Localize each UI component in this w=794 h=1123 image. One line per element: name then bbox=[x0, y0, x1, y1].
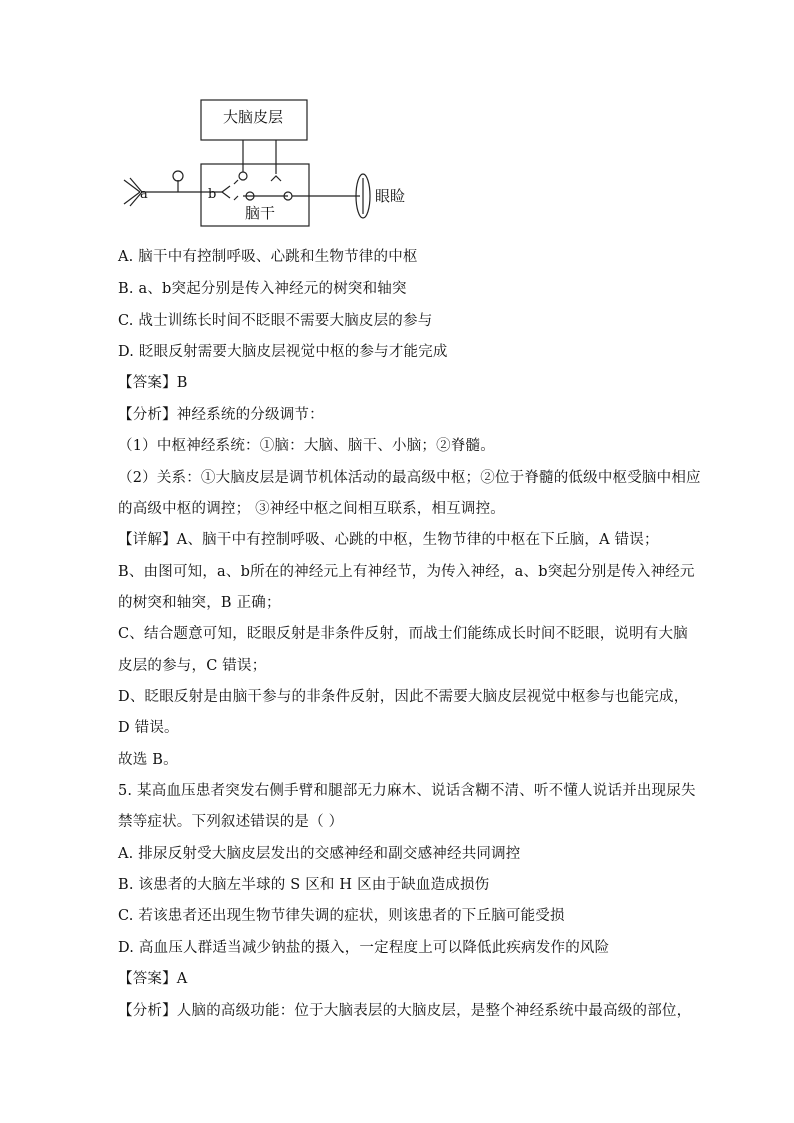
analysis-line: 的高级中枢的调控； ③神经中枢之间相互联系，相互调控。 bbox=[118, 501, 506, 517]
brainstem-label: 脑干 bbox=[244, 204, 276, 222]
detail-line: 的树突和轴突，B 正确； bbox=[118, 595, 281, 611]
label-b: b bbox=[208, 187, 217, 202]
detail-line: D、眨眼反射是由脑干参与的非条件反射，因此不需要大脑皮层视觉中枢参与也能完成， bbox=[118, 689, 689, 705]
q5-option-b: B. 该患者的大脑左半球的 S 区和 H 区由于缺血造成损伤 bbox=[118, 877, 490, 893]
option-a: A. 脑干中有控制呼吸、心跳和生物节律的中枢 bbox=[118, 249, 418, 265]
q5-option-c: C. 若该患者还出现生物节律失调的症状，则该患者的下丘脑可能受损 bbox=[118, 908, 565, 924]
q5-answer-line: 【答案】A bbox=[118, 971, 188, 987]
detail-line: D 错误。 bbox=[118, 720, 179, 736]
option-c: C. 战士训练长时间不眨眼不需要大脑皮层的参与 bbox=[118, 313, 433, 329]
reflex-arc-diagram bbox=[110, 92, 430, 232]
question-5-line: 禁等症状。下列叙述错误的是（ ） bbox=[118, 814, 344, 830]
answer-line: 【答案】B bbox=[118, 375, 188, 391]
choose-line: 故选 B。 bbox=[118, 752, 178, 768]
option-d: D. 眨眼反射需要大脑皮层视觉中枢的参与才能完成 bbox=[118, 344, 448, 360]
eyelid-label: 眼睑 bbox=[375, 187, 406, 205]
cerebral-cortex-label: 大脑皮层 bbox=[222, 108, 284, 126]
label-a: a bbox=[140, 187, 148, 202]
q5-option-d: D. 高血压人群适当减少钠盐的摄入，一定程度上可以降低此疾病发作的风险 bbox=[118, 940, 610, 956]
detail-line: 【详解】A、脑干中有控制呼吸、心跳的中枢，生物节律的中枢在下丘脑，A 错误； bbox=[118, 532, 659, 548]
reflex-arc-svg bbox=[110, 92, 430, 232]
analysis-heading: 【分析】神经系统的分级调节： bbox=[118, 407, 324, 423]
question-5-line: 5. 某高血压患者突发右侧手臂和腿部无力麻木、说话含糊不清、听不懂人说话并出现尿失 bbox=[118, 783, 696, 799]
q5-option-a: A. 排尿反射受大脑皮层发出的交感神经和副交感神经共同调控 bbox=[118, 846, 521, 862]
detail-line: 皮层的参与，C 错误； bbox=[118, 658, 267, 674]
analysis-line: （2）关系：①大脑皮层是调节机体活动的最高级中枢；②位于脊髓的低级中枢受脑中相应 bbox=[118, 470, 701, 486]
q5-analysis-line: 【分析】人脑的高级功能：位于大脑表层的大脑皮层，是整个神经系统中最高级的部位， bbox=[118, 1003, 692, 1019]
option-b: B. a、b突起分别是传入神经元的树突和轴突 bbox=[118, 281, 407, 297]
analysis-line: （1）中枢神经系统：①脑：大脑、脑干、小脑；②脊髓。 bbox=[118, 438, 495, 454]
detail-line: B、由图可知，a、b所在的神经元上有神经节，为传入神经，a、b突起分别是传入神经元 bbox=[118, 564, 695, 580]
detail-line: C、结合题意可知，眨眼反射是非条件反射，而战士们能练成长时间不眨眼，说明有大脑 bbox=[118, 626, 688, 642]
